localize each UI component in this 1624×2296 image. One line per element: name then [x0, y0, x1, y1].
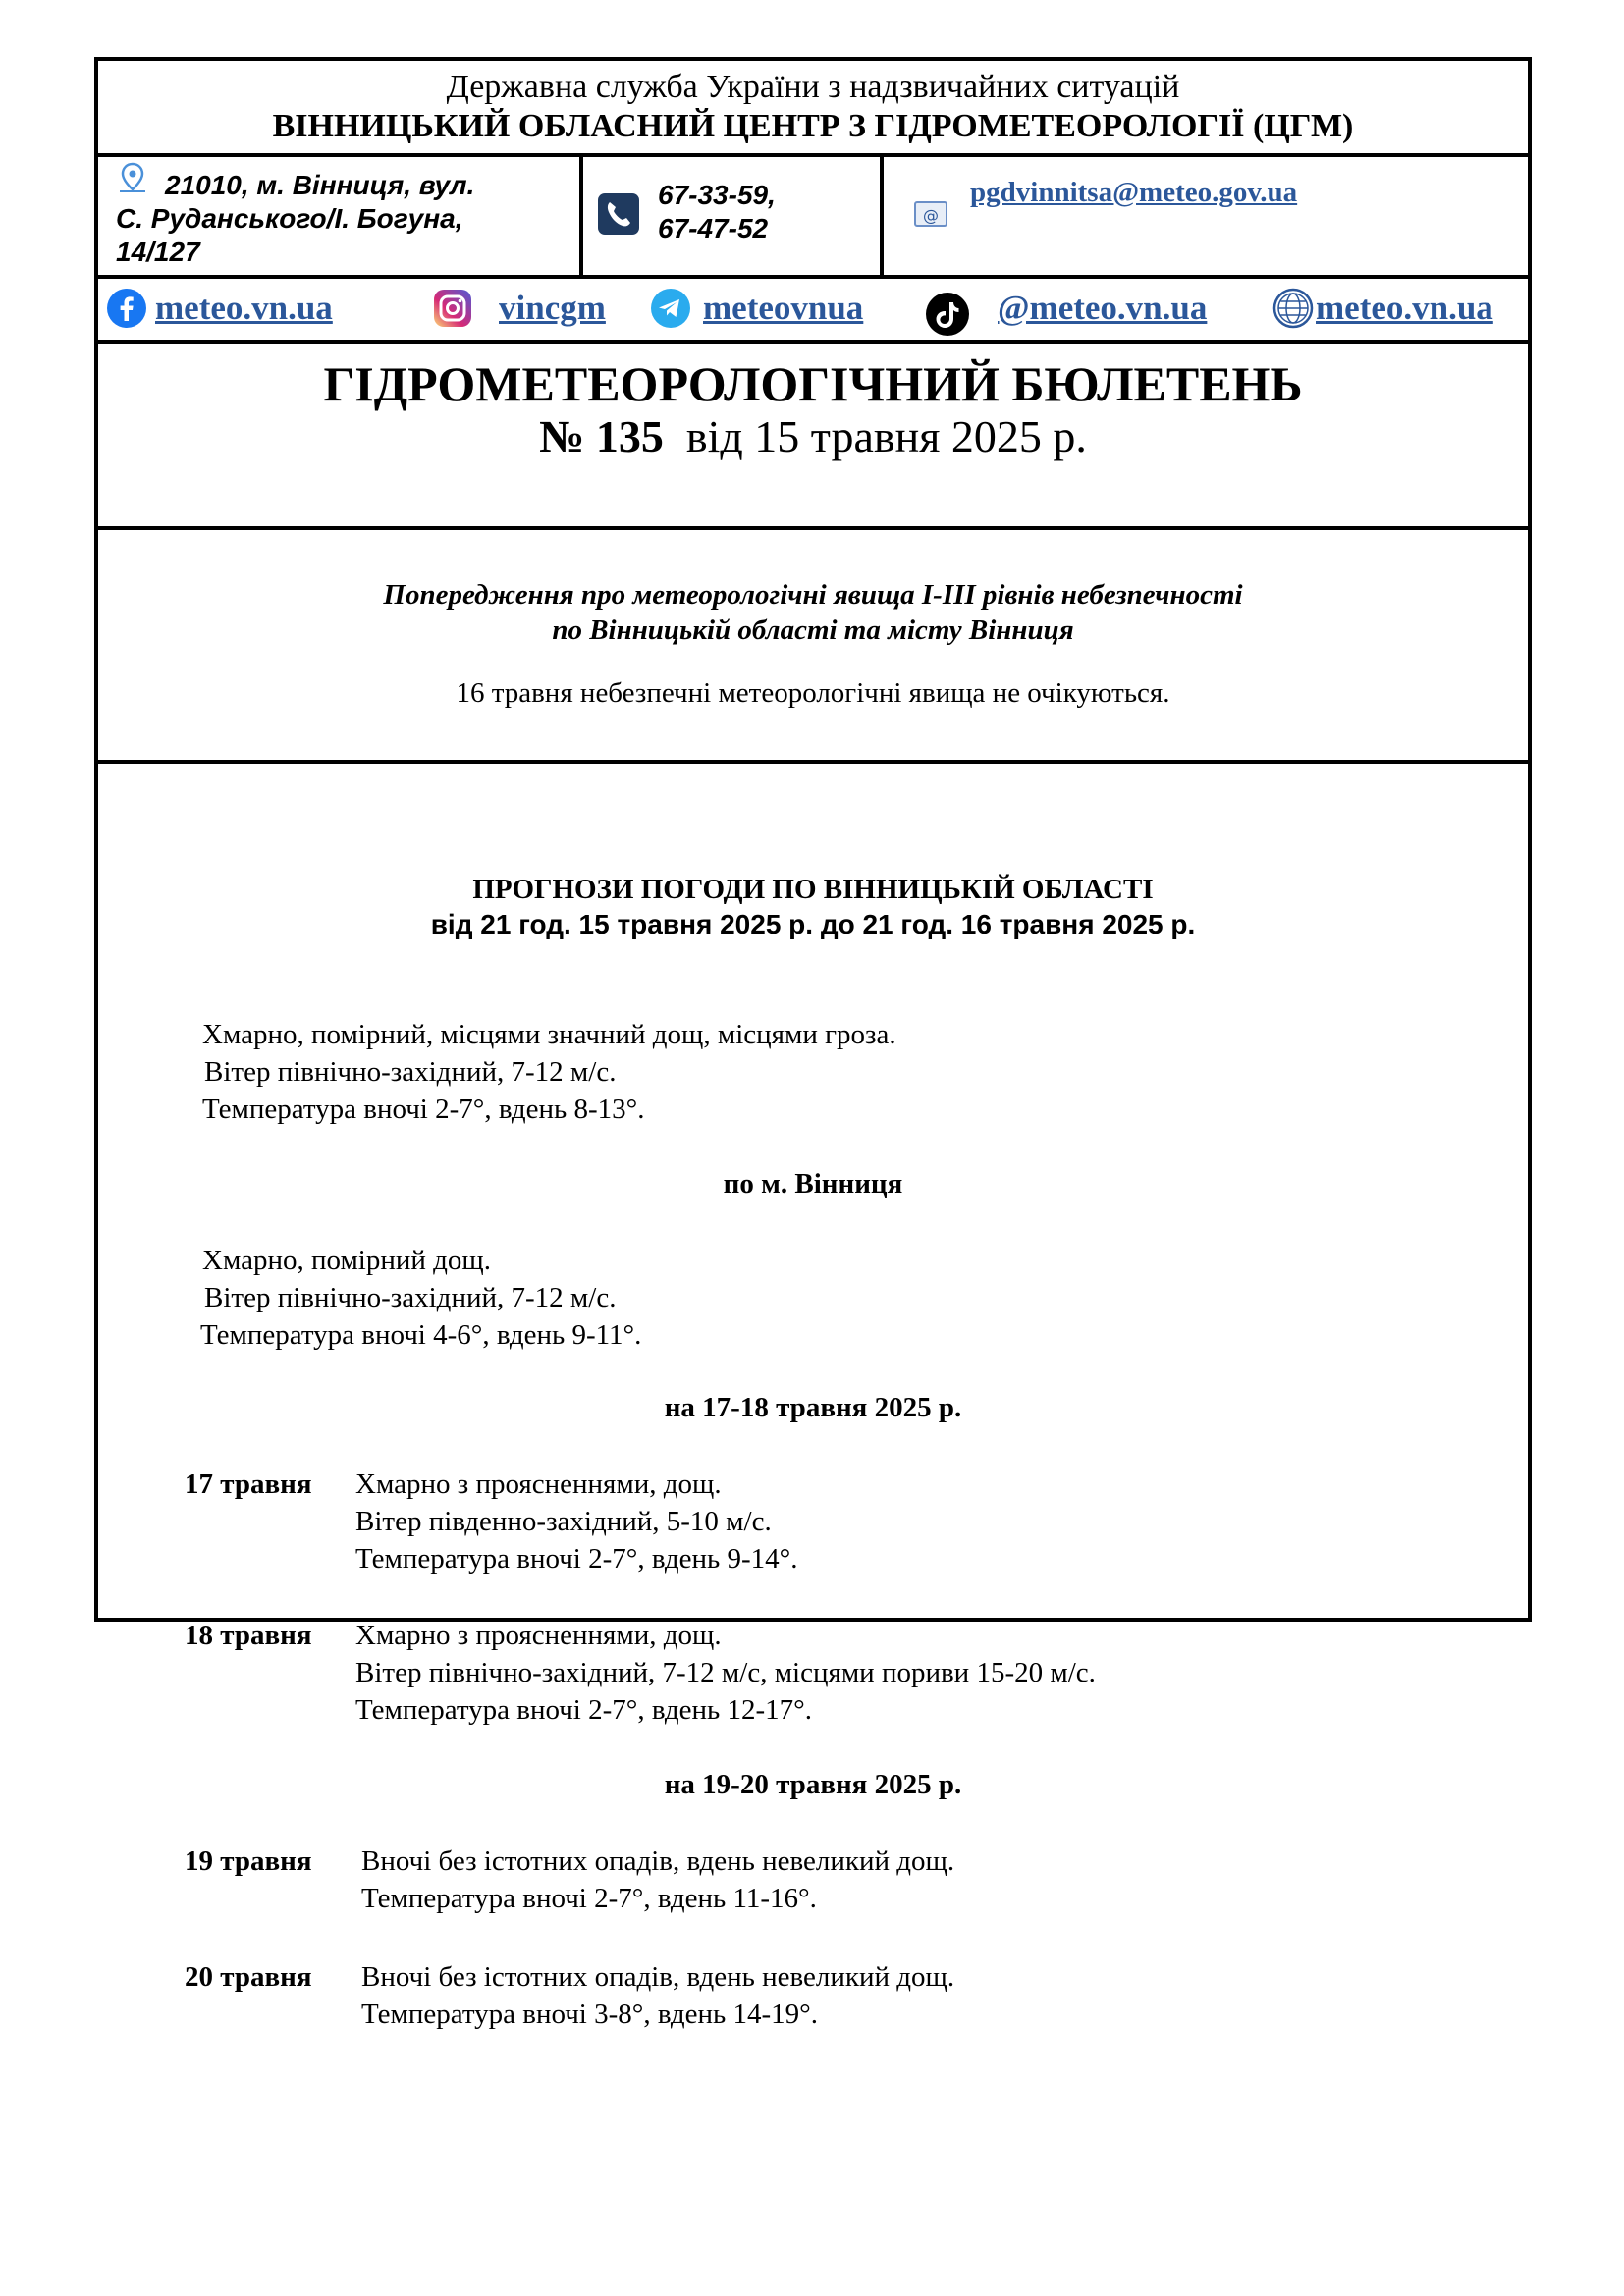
email-link[interactable]: pgdvinnitsa@meteo.gov.ua — [970, 177, 1298, 208]
phone-cell — [583, 155, 880, 275]
city-forecast-line-3: Температура вночі 4-6°, вдень 9-11°. — [200, 1319, 642, 1351]
instagram-handle[interactable]: vincgm — [499, 289, 606, 327]
forecast-block — [98, 762, 1528, 2030]
center-name: ВІННИЦЬКИЙ ОБЛАСНИЙ ЦЕНТР З ГІДРОМЕТЕОРОЛОГІЇ (ЦГМ) — [272, 108, 1354, 144]
contacts-row — [98, 155, 1528, 275]
telegram-icon — [650, 288, 691, 329]
instagram-link[interactable] — [432, 287, 606, 330]
website-handle[interactable]: meteo.vn.ua — [1316, 289, 1493, 327]
location-pin-icon — [116, 161, 149, 194]
bulletin-number-date — [98, 410, 1528, 462]
city-forecast-heading: по м. Вінниця — [723, 1168, 903, 1200]
period-19-20-heading: на 19-20 травня 2025 р. — [664, 1769, 962, 1800]
warning-heading-2: по Вінницькій області та місту Вінниця — [552, 614, 1074, 646]
bulletin-date: від 15 травня 2025 р. — [685, 411, 1087, 461]
day-18-line-3: Температура вночі 2-7°, вдень 12-17°. — [355, 1694, 812, 1726]
email-icon — [913, 196, 948, 232]
address-line-3: 14/127 — [116, 237, 200, 267]
day-17-line-3: Температура вночі 2-7°, вдень 9-14°. — [355, 1543, 798, 1575]
day-18-line-2: Вітер північно-західний, 7-12 м/с, місцями пориви 15-20 м/с. — [355, 1657, 1096, 1688]
day-17-line-1: Хмарно з проясненнями, дощ. — [355, 1468, 722, 1500]
day-19-label: 19 травня — [185, 1845, 312, 1877]
website-link[interactable] — [1272, 287, 1493, 330]
bulletin-number: № 135 — [539, 411, 664, 461]
region-forecast-line-3: Температура вночі 2-7°, вдень 8-13°. — [202, 1094, 645, 1125]
forecast-period: від 21 год. 15 травня 2025 р. до 21 год. 16 травня 2025 р. — [430, 909, 1196, 939]
tiktok-link[interactable] — [925, 293, 970, 336]
phone-number-1[interactable]: 67-33-59, — [658, 180, 776, 210]
tiktok-icon — [925, 292, 970, 337]
email-cell — [884, 155, 1528, 275]
organization-header — [98, 61, 1528, 153]
warning-text: 16 травня небезпечні метеорологічні явища не очікуються. — [456, 677, 1170, 709]
period-17-18-heading: на 17-18 травня 2025 р. — [664, 1392, 962, 1423]
bulletin-title: ГІДРОМЕТЕОРОЛОГІЧНИЙ БЮЛЕТЕНЬ — [323, 356, 1303, 411]
warning-block — [98, 528, 1528, 760]
bulletin-frame — [94, 57, 1532, 2030]
svg-text:@: @ — [923, 206, 939, 225]
forecast-heading: ПРОГНОЗИ ПОГОДИ ПО ВІННИЦЬКІЙ ОБЛАСТІ — [472, 874, 1154, 905]
telegram-handle[interactable]: meteovnua — [703, 289, 864, 327]
warning-heading-1: Попередження про метеорологічні явища І-ІІІ рівнів небезпечності — [383, 579, 1243, 611]
day-18-line-1: Хмарно з проясненнями, дощ. — [355, 1620, 722, 1651]
day-20-line-1: Вночі без істотних опадів, вдень невеликий дощ. — [361, 1961, 955, 1993]
city-forecast-line-2: Вітер північно-західний, 7-12 м/с. — [204, 1282, 617, 1313]
day-20-label: 20 травня — [185, 1961, 312, 1993]
address-line-2: С. Руданського/І. Богуна, — [116, 203, 463, 234]
address-cell — [98, 155, 579, 275]
tiktok-handle[interactable]: @meteo.vn.ua — [998, 289, 1208, 327]
tiktok-link-text[interactable] — [998, 287, 1207, 330]
day-19-line-2: Температура вночі 2-7°, вдень 11-16°. — [361, 1883, 817, 1914]
phone-icon — [597, 192, 640, 236]
region-forecast-line-2: Вітер північно-західний, 7-12 м/с. — [204, 1056, 617, 1088]
facebook-link[interactable] — [106, 287, 333, 330]
bulletin-title-block — [98, 342, 1528, 526]
facebook-icon — [106, 288, 147, 329]
day-17-line-2: Вітер південно-західний, 5-10 м/с. — [355, 1506, 772, 1537]
instagram-icon — [432, 288, 473, 329]
agency-name: Державна служба України з надзвичайних ситуацій — [446, 69, 1180, 105]
day-19-line-1: Вночі без істотних опадів, вдень невеликий дощ. — [361, 1845, 955, 1877]
globe-icon — [1272, 288, 1314, 329]
day-20-line-2: Температура вночі 3-8°, вдень 14-19°. — [361, 1999, 818, 2030]
day-18-label: 18 травня — [185, 1620, 312, 1651]
region-forecast-line-1: Хмарно, помірний, місцями значний дощ, місцями гроза. — [202, 1019, 896, 1050]
day-17-label: 17 травня — [185, 1468, 312, 1500]
address-line-1: 21010, м. Вінниця, вул. — [165, 170, 475, 200]
city-forecast-line-1: Хмарно, помірний дощ. — [202, 1245, 492, 1276]
social-links-row — [98, 277, 1528, 340]
phone-number-2[interactable]: 67-47-52 — [658, 213, 769, 243]
telegram-link[interactable] — [650, 287, 863, 330]
facebook-handle[interactable]: meteo.vn.ua — [155, 289, 333, 327]
